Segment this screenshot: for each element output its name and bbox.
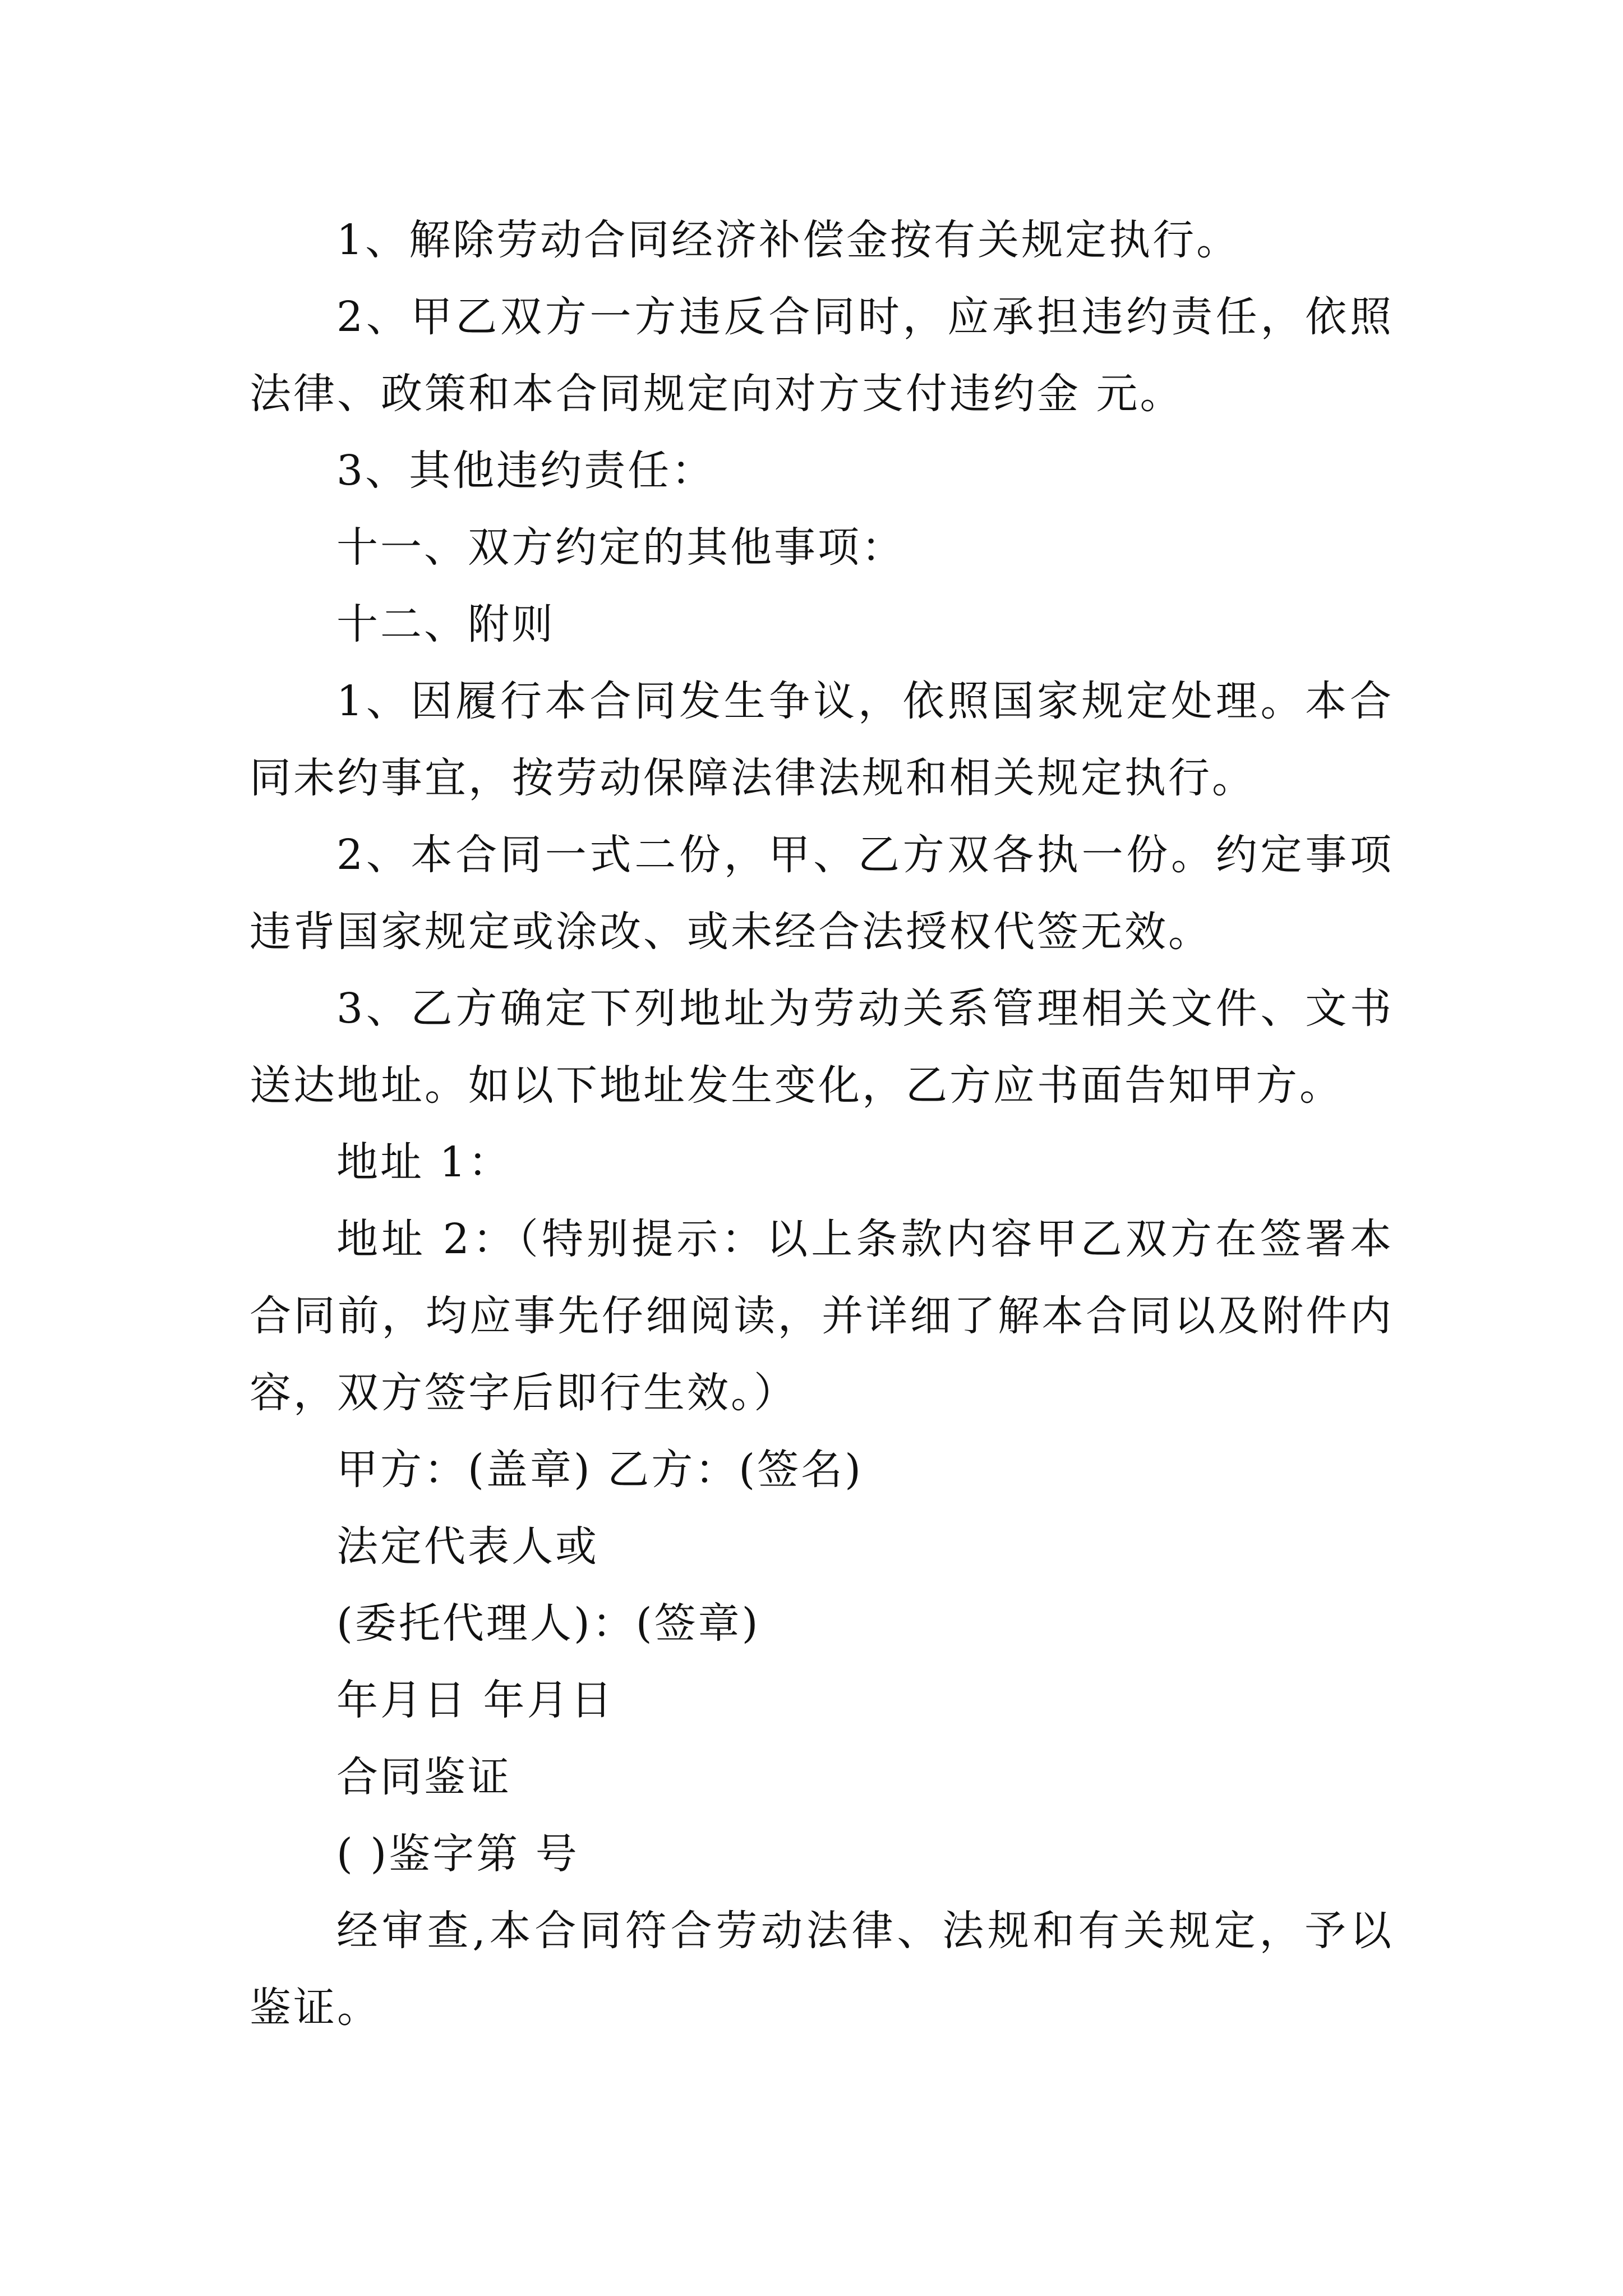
verification-number: ( )鉴字第 号 bbox=[336, 1830, 579, 1878]
paragraph-compensation: 1、解除劳动合同经济补偿金按有关规定执行。 bbox=[336, 216, 1241, 264]
signature-parties: 甲方：(盖章) 乙方：(签名) bbox=[336, 1446, 864, 1494]
document-body bbox=[250, 202, 1394, 2046]
address-line-2-notice: 地址 2：（特别提示：以上条款内容甲乙双方在签署本合同前，均应事先仔细阅读，并详细了解本合同以及附件内容，双方签字后即行生效。） bbox=[250, 1215, 1394, 1417]
verification-statement: 经审查,本合同符合劳动法律、法规和有关规定，予以鉴证。 bbox=[250, 1907, 1394, 2032]
legal-representative-label: 法定代表人或 bbox=[336, 1522, 599, 1571]
section-heading-other-matters: 十一、双方约定的其他事项： bbox=[336, 523, 905, 572]
agent-signature-label: (委托代理人)：(签章) bbox=[336, 1599, 760, 1648]
paragraph-copies: 2、本合同一式二份，甲、乙方双各执一份。约定事项违背国家规定或涂改、或未经合法授权代签无效。 bbox=[250, 831, 1394, 956]
paragraph-other-liability: 3、其他违约责任： bbox=[336, 447, 716, 495]
date-line: 年月日 年月日 bbox=[336, 1676, 615, 1724]
contract-verification-heading: 合同鉴证 bbox=[336, 1753, 511, 1801]
paragraph-breach-penalty: 2、甲乙双方一方违反合同时，应承担违约责任，依照法律、政策和本合同规定向对方支付违约金 元。 bbox=[250, 293, 1394, 418]
paragraph-disputes: 1、因履行本合同发生争议，依照国家规定处理。本合同未约事宜，按劳动保障法律法规和相关规定执行。 bbox=[250, 677, 1394, 802]
address-line-1: 地址 1： bbox=[336, 1138, 512, 1186]
section-heading-supplementary: 十二、附则 bbox=[336, 600, 555, 648]
paragraph-service-address: 3、乙方确定下列地址为劳动关系管理相关文件、文书送达地址。如以下地址发生变化，乙方应书面告知甲方。 bbox=[250, 984, 1394, 1110]
